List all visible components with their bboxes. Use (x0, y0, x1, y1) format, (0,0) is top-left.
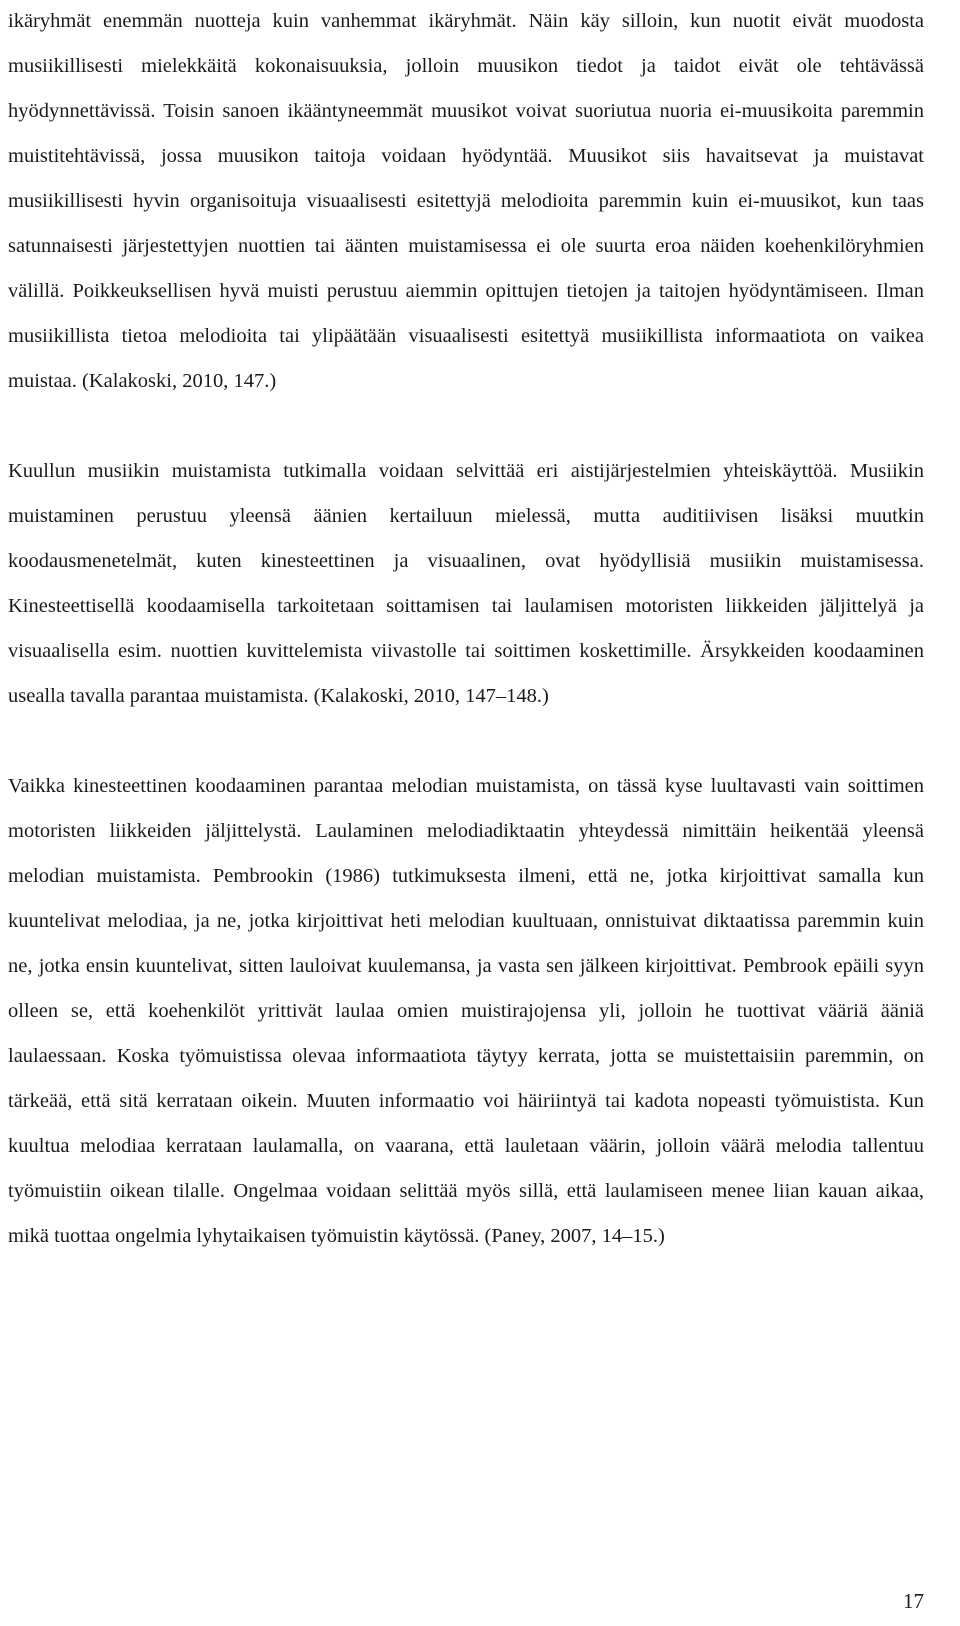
paragraph-2: Kuullun musiikin muistamista tutkimalla voidaan selvittää eri aistijärjestelmien yhteiskäyttöä. Musiikin muistaminen perustuu yleensä äänien kertailuun mielessä, mutta auditiivisen lisäksi muutkin koodausmenetelmät, kuten kinesteettinen ja visuaalinen, ovat hyödyllisiä musiikin muistamisessa. Kinesteettisellä koodaamisella tarkoitetaan soittamisen tai laulamisen motoristen liikkeiden jäljittelyä ja visuaalisella esim. nuottien kuvittelemista viivastolle tai soittimen koskettimille. Ärsykkeiden koodaaminen usealla tavalla parantaa muistamista. (Kalakoski, 2010, 147–148.) (8, 460, 924, 707)
page-number: 17 (903, 1589, 924, 1613)
paragraph-3: Vaikka kinesteettinen koodaaminen parantaa melodian muistamista, on tässä kyse luultavasti vain soittimen motoristen liikkeiden jäljittelystä. Laulaminen melodiadiktaatin yhteydessä nimittäin heikentää yleensä melodian muistamista. Pembrookin (1986) tutkimuksesta ilmeni, että ne, jotka kirjoittivat samalla kun kuuntelivat melodiaa, ja ne, jotka kirjoittivat heti melodian kuultuaan, onnistuivat diktaatissa paremmin kuin ne, jotka ensin kuuntelivat, sitten lauloivat kuulemansa, ja vasta sen jälkeen kirjoittivat. Pembrook epäili syyn olleen se, että koehenkilöt yrittivät laulaa omien muistirajojensa yli, jolloin he tuottivat vääriä ääniä laulaessaan. Koska työmuistissa olevaa informaatiota täytyy kerrata, jotta se muistettaisiin paremmin, on tärkeää, että sitä kerrataan oikein. Muuten informaatio voi häiriintyä tai kadota nopeasti työmuistista. Kun kuultua melodiaa kerrataan laulamalla, on vaarana, että lauletaan väärin, jolloin väärä melodia tallentuu työmuistiin oikean tilalle. Ongelmaa voidaan selittää myös sillä, että laulamiseen menee liian kauan aikaa, mikä tuottaa ongelmia lyhytaikaisen työmuistin käytössä. (Paney, 2007, 14–15.) (8, 775, 924, 1247)
paragraph-1: ikäryhmät enemmän nuotteja kuin vanhemmat ikäryhmät. Näin käy silloin, kun nuotit eivät muodosta musiikillisesti mielekkäitä kokonaisuuksia, jolloin muusikon tiedot ja taidot eivät ole tehtävässä hyödynnettävissä. Toisin sanoen ikääntyneemmät muusikot voivat suoriutua nuoria ei-muusikoita paremmin muistitehtävissä, jossa muusikon taitoja voidaan hyödyntää. Muusikot siis havaitsevat ja muistavat musiikillisesti hyvin organisoituja visuaalisesti esitettyjä melodioita paremmin kuin ei-muusikot, kun taas satunnaisesti järjestettyjen nuottien tai äänten muistamisessa ei ole suurta eroa näiden koehenkilöryhmien välillä. Poikkeuksellisen hyvä muisti perustuu aiemmin opittujen tietojen ja taitojen hyödyntämiseen. Ilman musiikillista tietoa melodioita tai ylipäätään visuaalisesti esitettyä musiikillista informaatiota on vaikea muistaa. (Kalakoski, 2010, 147.) (8, 10, 924, 392)
document-page (8, 0, 924, 1259)
